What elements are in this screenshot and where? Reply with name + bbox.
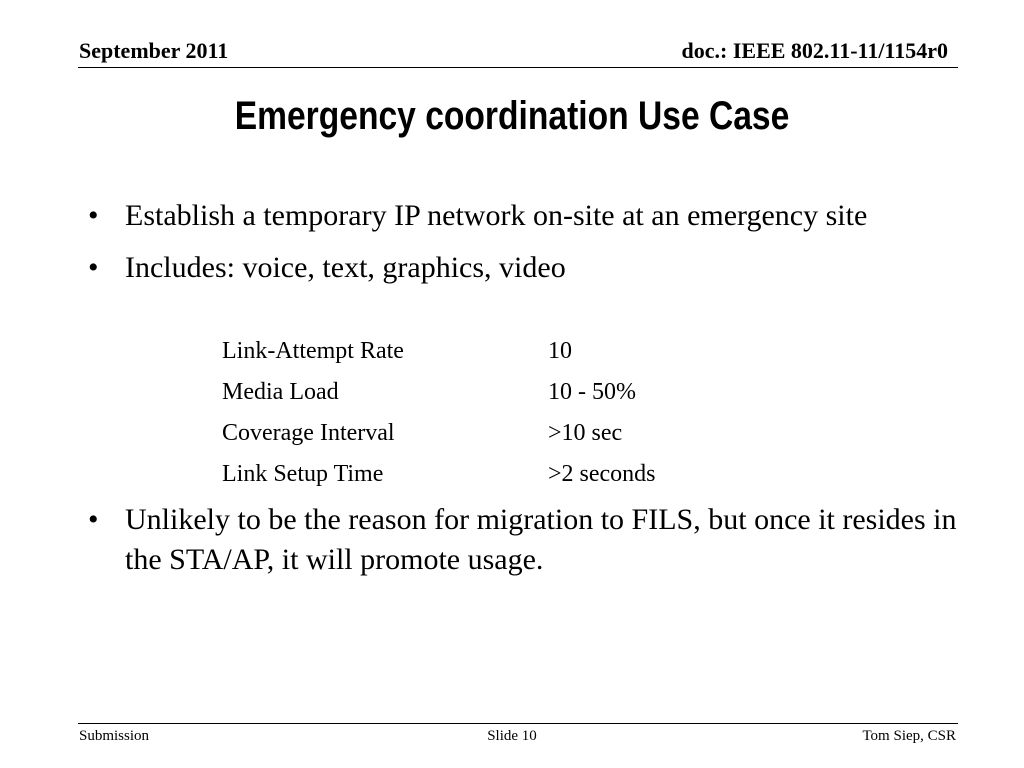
metric-value: >2 seconds — [548, 461, 656, 487]
metric-value: >10 sec — [548, 420, 623, 446]
header-date: September 2011 — [79, 38, 229, 63]
bullet-item — [88, 500, 968, 580]
bullet-item — [88, 196, 948, 236]
metric-value: 10 - 50% — [548, 379, 636, 405]
metric-label: Link Setup Time — [222, 461, 384, 487]
metric-row — [222, 372, 656, 413]
metric-row — [222, 454, 656, 495]
bullet-marker: • — [88, 503, 99, 536]
slide-title: Emergency coordination Use Case — [234, 94, 790, 138]
bullet-list-bottom — [88, 500, 968, 580]
footer-submission: Submission — [79, 728, 150, 744]
header-rule — [78, 67, 958, 68]
metric-row — [222, 331, 656, 372]
metrics-table — [222, 331, 656, 495]
bullet-text: Includes: voice, text, graphics, video — [125, 251, 566, 284]
metric-label: Link-Attempt Rate — [222, 338, 404, 364]
metric-label: Media Load — [222, 379, 339, 405]
footer-slide-number: Slide 10 — [487, 728, 537, 744]
bullet-list-top — [88, 196, 948, 288]
bullet-text: Establish a temporary IP network on-site at an emergency site — [125, 199, 868, 232]
bullet-item — [88, 248, 948, 288]
bullet-marker: • — [88, 251, 99, 284]
bullet-marker: • — [88, 199, 99, 232]
bullet-text: Unlikely to be the reason for migration to FILS, but once it resides in the STA/AP, it will promote usage. — [125, 503, 957, 576]
footer-author: Tom Siep, CSR — [862, 728, 956, 744]
metric-value: 10 — [548, 338, 572, 364]
metric-label: Coverage Interval — [222, 420, 395, 446]
metric-row — [222, 413, 656, 454]
header-doc-id: doc.: IEEE 802.11-11/1154r0 — [681, 38, 948, 63]
footer-rule — [78, 723, 958, 724]
